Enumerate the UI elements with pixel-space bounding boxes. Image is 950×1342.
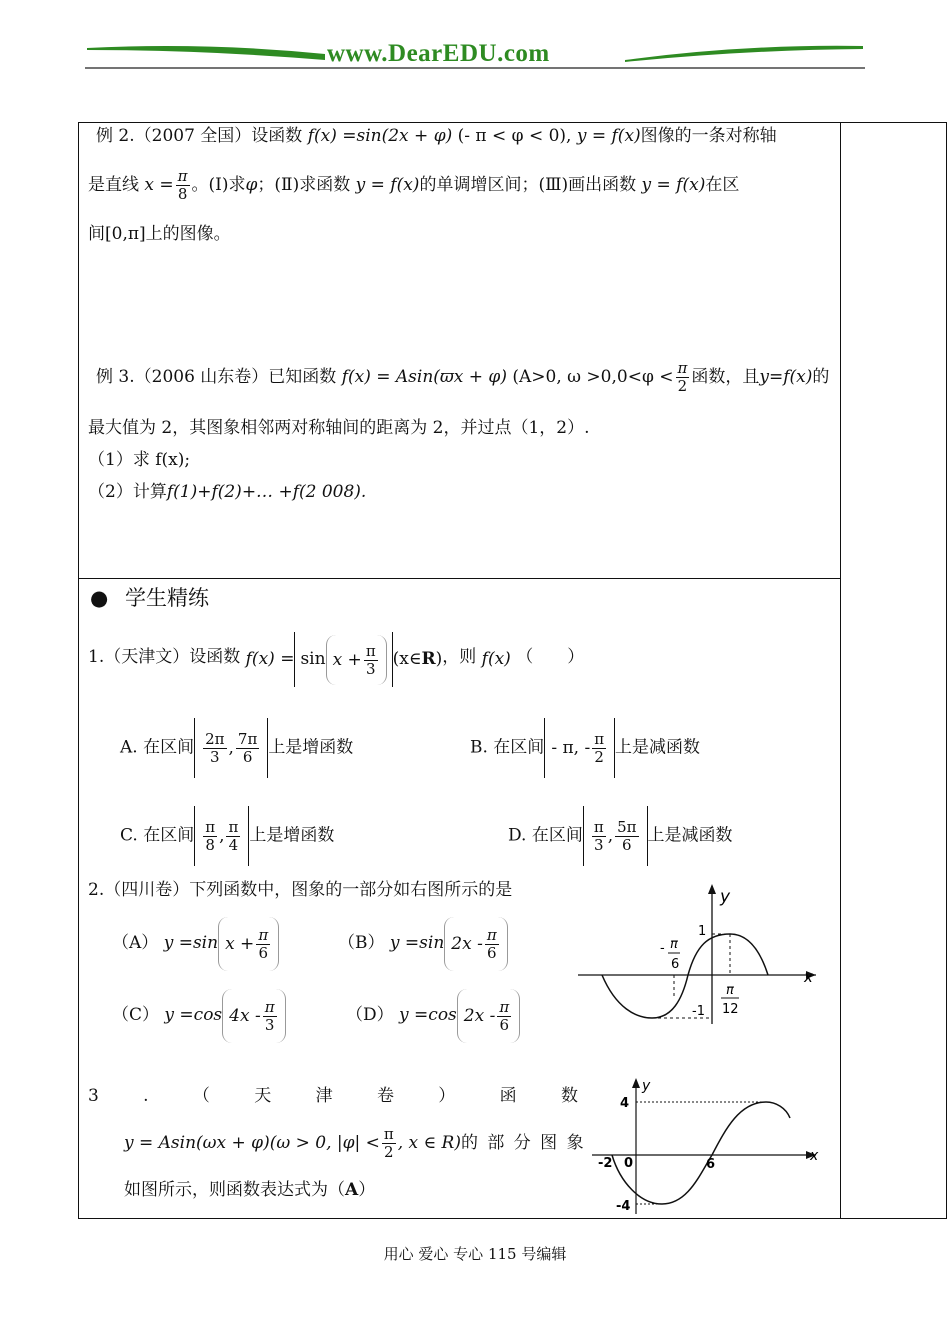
example-2-text: ；(Ⅱ)求函数 xyxy=(257,175,351,195)
example-2-source: （2007 全国） xyxy=(134,126,252,146)
tick-6: 6 xyxy=(706,1157,716,1172)
example-2-text: 上的图像。 xyxy=(145,224,231,244)
x-label: x xyxy=(804,968,813,986)
problem-1-option-d: D. 在区间 $\frac{\pi}{3}$ , $\frac{5\pi}{6}$ 上是减函数 xyxy=(508,806,733,866)
bullet-icon: ● xyxy=(90,586,109,610)
example-2-interval: [0,π] xyxy=(105,224,146,244)
example-2-text: 是直线 xyxy=(88,175,139,195)
tick-pi: π xyxy=(670,937,678,952)
example-2-text: 图像的一条对称轴 xyxy=(640,126,777,146)
answer-text: A xyxy=(345,1180,359,1200)
fraction-pi-over-8: $\frac{\pi}{8}$ xyxy=(177,167,188,203)
example-2-text: 的单调增区间；(Ⅲ)画出函数 xyxy=(419,175,637,195)
example-2-label: 例 2. xyxy=(96,126,135,146)
y-label: y xyxy=(720,887,731,907)
tick-neg-2: -2 xyxy=(598,1156,613,1171)
table-side-column-divider xyxy=(840,122,841,1219)
problem-3-expression: y = Asin(ωx + φ)(ω > 0, |φ| < $\frac{\pi}{2}$ , x ∈ R)的 部 分 图 象 xyxy=(124,1125,586,1161)
abs-value-bars: sin x + $\frac{\pi}{3}$ xyxy=(294,632,392,687)
table-row-divider xyxy=(78,578,841,579)
y-axis-arrow xyxy=(708,884,716,894)
example-2-y: y = f(x) xyxy=(641,175,706,195)
sine-curve xyxy=(612,1102,790,1204)
problem-1-label: 1.（天津文）设函数 xyxy=(88,647,241,667)
example-3-function: f(x) = Asin(ϖx + φ) xyxy=(341,367,507,387)
problem-3-label: 3 . （ 天 津 卷 ） 函 数 xyxy=(88,1086,578,1106)
problem-2-graph xyxy=(576,880,822,1030)
example-2-text: 。(Ⅰ)求 xyxy=(191,175,246,195)
tick-neg-4: -4 xyxy=(616,1199,631,1214)
answer-blank: （ ） xyxy=(516,647,585,667)
tick-one: 1 xyxy=(698,924,707,939)
example-3-label: 例 3. xyxy=(96,367,135,387)
problem-2-option-a: （A） y =sin x + $\frac{\pi}{6}$ xyxy=(112,916,279,971)
tick-4: 4 xyxy=(620,1096,630,1111)
problem-2-label: 2.（四川卷）下列函数中，图象的一部分如右图所示的是 xyxy=(88,880,513,900)
problem-3-graph xyxy=(590,1074,830,1216)
example-3-text: 的 xyxy=(812,367,830,387)
example-3-question-1: （1）求 f(x); xyxy=(88,450,191,470)
tick-neg-one: -1 xyxy=(692,1004,705,1019)
example-3-sum: f(1)+f(2)+… +f(2 008). xyxy=(166,482,367,502)
y-label: y xyxy=(642,1078,651,1094)
paren-group: x + $\frac{\pi}{3}$ xyxy=(326,635,387,685)
tick-neg-sign: - xyxy=(660,941,665,956)
example-2-y: y = f(x) xyxy=(355,175,420,195)
section-title: 学生精练 xyxy=(125,586,210,610)
example-2-function: f(x) =sin(2x + φ) xyxy=(307,126,453,146)
example-3-text: 已知函数 xyxy=(268,367,337,387)
problem-1-option-a: A. 在区间 $\frac{2\pi}{3}$ , $\frac{7\pi}{6}$ 上是增函数 xyxy=(120,718,353,778)
problem-3-question: 如图所示，则函数表达式为（A） xyxy=(124,1180,376,1200)
page-footer: 用心 爱心 专心 115 号编辑 xyxy=(383,1245,567,1263)
fraction-pi-over-2: $\frac{\pi}{2}$ xyxy=(677,359,688,395)
example-3-y: y=f(x) xyxy=(759,367,813,387)
example-3-question-2: （2）计算 xyxy=(88,482,167,502)
tick-0: 0 xyxy=(624,1156,634,1171)
problem-1-fx: f(x) = xyxy=(245,648,295,669)
example-3-line2: 最大值为 2，其图象相邻两对称轴间的距离为 2，并过点（1，2）. xyxy=(88,418,590,438)
example-3-condition: (A>0, ω >0,0<φ < xyxy=(512,367,674,387)
tick-12: 12 xyxy=(722,1002,739,1017)
y-axis-arrow xyxy=(632,1078,640,1088)
problem-1-option-b: B. 在区间 - π, - $\frac{\pi}{2}$ 上是减函数 xyxy=(470,718,700,778)
header-banner xyxy=(85,38,865,72)
sine-curve xyxy=(602,934,768,1018)
problem-2-option-b: （B） y =sin 2x - $\frac{\pi}{6}$ xyxy=(338,916,508,971)
example-2-text: 在区 xyxy=(705,175,740,195)
example-2-text: 设函数 xyxy=(251,126,303,146)
example-2-text: 间 xyxy=(88,224,105,244)
example-2-y: y = f(x) xyxy=(576,126,641,146)
problem-2-option-d: （D） y =cos 2x - $\frac{\pi}{6}$ xyxy=(346,988,520,1043)
tick-pi: π xyxy=(726,983,734,998)
example-2-x-eq: x = xyxy=(144,175,174,195)
example-2-phi: φ xyxy=(245,175,258,195)
problem-1-fx2: f(x) xyxy=(481,648,511,669)
example-3-source: （2006 山东卷） xyxy=(134,367,269,387)
x-label: x xyxy=(810,1148,819,1164)
site-logo: www.DearEDU.com xyxy=(327,40,550,67)
problem-1: 1.（天津文）设函数 f(x) = sin x + $\frac{\pi}{3}$ (x∈R)，则 f(x) （ ） xyxy=(88,632,584,687)
example-2-condition: (- π < φ < 0), xyxy=(457,126,572,146)
example-3-text: 函数，且 xyxy=(691,367,760,387)
problem-2-option-c: （C） y =cos 4x - $\frac{\pi}{3}$ xyxy=(112,988,286,1043)
problem-1-option-c: C. 在区间 $\frac{\pi}{8}$ , $\frac{\pi}{4}$ 上是增函数 xyxy=(120,806,334,866)
tick-6: 6 xyxy=(671,957,680,972)
